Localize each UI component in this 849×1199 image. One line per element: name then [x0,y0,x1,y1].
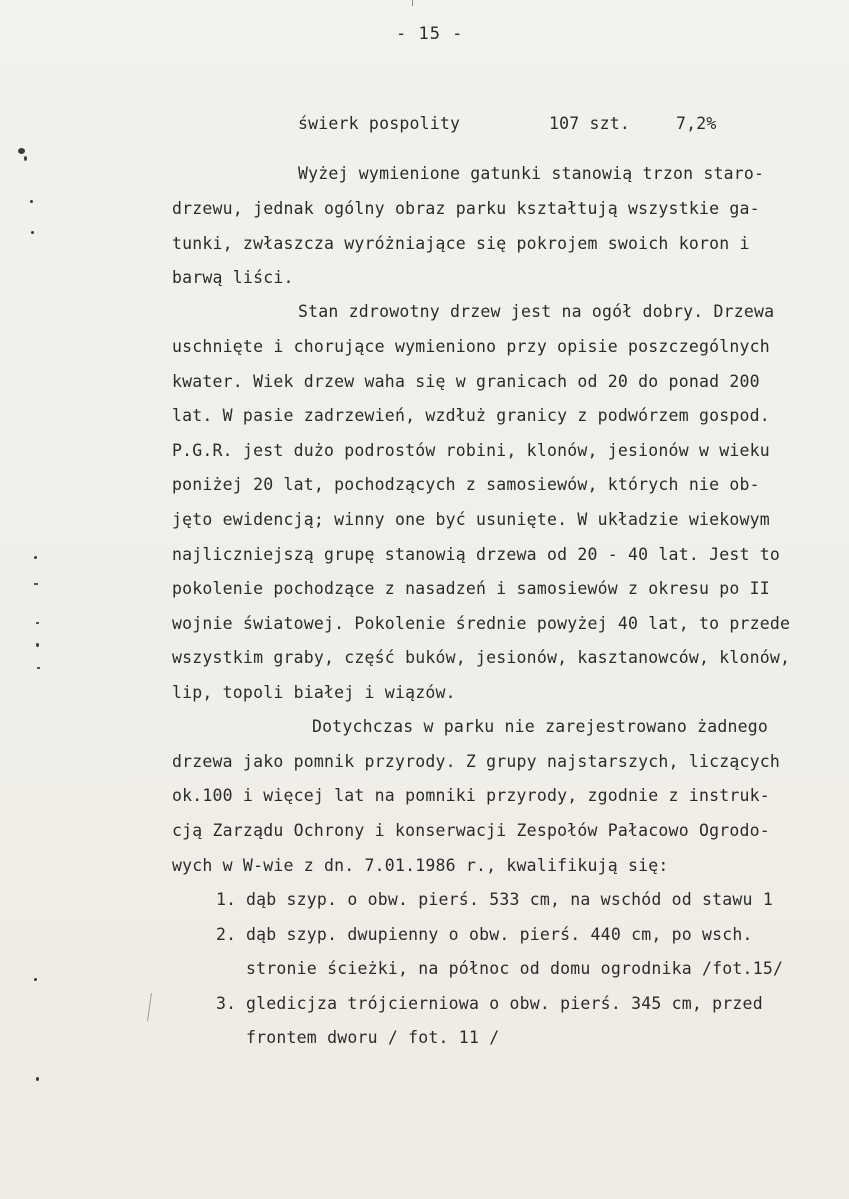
paragraph3-line-3: ok.100 i więcej lat na pomniki przyrody, zgodnie z instruk- [172,786,770,805]
margin-tick [34,583,38,585]
paragraph2-line-8: najliczniejszą grupę stanowią drzewa od 20 - 40 lat. Jest to [172,545,781,564]
species-name: świerk pospolity [298,114,461,133]
margin-speck [36,643,39,647]
margin-ink-mark [18,148,25,154]
list-item-3-line-1: gledicjza trójcierniowa o obw. pierś. 345 cm, przed [246,994,763,1013]
paragraph3-line-2: drzewa jako pomnik przyrody. Z grupy najstarszych, liczących [172,752,781,771]
list-item-3-number: 3. [216,994,237,1013]
paragraph1-line-1: Wyżej wymienione gatunki stanowią trzon staro- [298,164,765,183]
paragraph2-line-1: Stan zdrowotny drzew jest na ogół dobry. Drzewa [298,302,775,321]
paragraph3-line-1: Dotychczas w parku nie zarejestrowano żadnego [312,717,769,736]
margin-speck [30,200,33,203]
paragraph2-line-3: kwater. Wiek drzew waha się w granicach od 20 do ponad 200 [172,372,760,391]
paragraph1-line-2: drzewu, jednak ogólny obraz parku kształtują wszystkie ga- [172,199,760,218]
list-item-2-number: 2. [216,925,237,944]
top-edge-mark [412,0,413,6]
pencil-stroke [147,993,152,1021]
margin-ink-mark [24,156,27,161]
paragraph2-line-7: jęto ewidencją; winny one być usunięte. W układzie wiekowym [172,510,770,529]
margin-tick [36,622,39,624]
paragraph3-line-4: cją Zarządu Ochrony i konserwacji Zespołów Pałacowo Ogrodo- [172,821,770,840]
page-number: - 15 - [396,24,464,44]
paragraph2-line-4: lat. W pasie zadrzewień, wzdłuż granicy z podwórzem gospod. [172,406,770,425]
paragraph2-line-5: P.G.R. jest dużo podrostów robini, klonów, jesionów w wieku [172,441,770,460]
paragraph2-line-12: lip, topoli białej i wiązów. [172,683,456,702]
list-item-1-number: 1. [216,890,237,909]
list-item-1-line-1: dąb szyp. o obw. pierś. 533 cm, na wschód od stawu 1 [246,890,773,909]
list-item-2-line-2: stronie ścieżki, na północ od domu ogrodnika /fot.15/ [246,959,784,978]
paragraph1-line-3: tunki, zwłaszcza wyróżniające się pokrojem swoich koron i [172,234,750,253]
species-percent: 7,2% [676,114,717,133]
list-item-2-line-1: dąb szyp. dwupienny o obw. pierś. 440 cm, po wsch. [246,925,753,944]
paragraph2-line-9: pokolenie pochodzące z nasadzeń i samosiewów z okresu po II [172,579,770,598]
margin-speck [34,556,37,559]
paragraph2-line-2: uschnięte i chorujące wymieniono przy opisie poszczególnych [172,337,770,356]
paragraph1-line-4: barwą liści. [172,268,294,287]
paragraph3-line-5: wych w W-wie z dn. 7.01.1986 r., kwalifikują się: [172,856,669,875]
margin-speck [34,978,37,981]
paragraph2-line-10: wojnie światowej. Pokolenie średnie powyżej 40 lat, to przede [172,614,791,633]
margin-tick [37,667,40,669]
paragraph2-line-11: wszystkim graby, część buków, jesionów, kasztanowców, klonów, [172,648,791,667]
margin-speck [36,1077,39,1081]
list-item-3-line-2: frontem dworu / fot. 11 / [246,1028,500,1047]
paragraph2-line-6: poniżej 20 lat, pochodzących z samosiewów, których nie ob- [172,475,760,494]
margin-speck [31,231,34,234]
species-count: 107 szt. [549,114,631,133]
